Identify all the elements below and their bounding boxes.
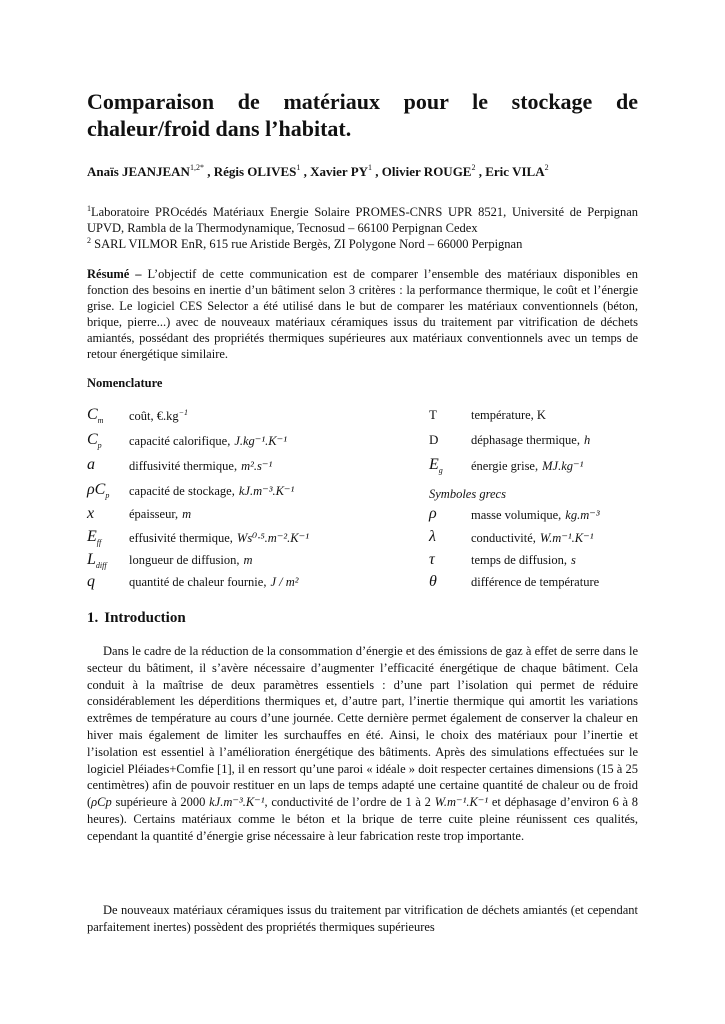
symbol: $\rho C_p$ <box>87 481 110 501</box>
paper-title: Comparaison de matériaux pour le stockage de chaleur/froid dans l’habitat. <box>87 89 638 141</box>
symbol-description: masse volumique, kg.m⁻³ <box>471 508 600 522</box>
symbol: $E_{ff}$ <box>87 528 102 548</box>
symbol: D <box>429 432 439 447</box>
author-name: Xavier PY <box>310 164 369 179</box>
symbol-description: température, K <box>471 408 546 422</box>
section-number: 1. <box>87 610 99 626</box>
symbol-description: temps de diffusion, s <box>471 553 576 567</box>
inline-math: ρCp <box>91 795 112 810</box>
symbol: $C_p$ <box>87 431 102 451</box>
abstract-text: L’objectif de cette communication est de comparer l’ensemble des matériaux disponibles en fonction des besoins en inertie d’un bâtiment selon 3 critères : la performance thermique, le coût et l’énergie grise. Le logiciel CES Selector a été utilisé dans le but de comparer les matériaux conventionnels (béton, brique, pierre...) avec de nouveaux matériaux céramiques issus du traitement par vitrification de déchets amiantés, possédant des propriétés thermiques supérieures aux matériaux conventionnels avec un temps de retour énergétique similaire. <box>87 267 639 361</box>
author-name: Anaïs JEANJEAN <box>87 164 190 179</box>
inline-math: W.m⁻¹.K⁻¹ <box>434 795 489 810</box>
affiliation-number: 1 <box>87 204 91 213</box>
symbol-description: conductivité, W.m⁻¹.K⁻¹ <box>471 531 594 545</box>
section-heading <box>87 610 186 627</box>
symbol-description: coût, $€.kg^{-1}$ <box>129 408 189 424</box>
author-affil-mark: 1,2* <box>189 163 204 172</box>
affiliation-2 <box>87 233 638 253</box>
symbol-description: diffusivité thermique, m².s⁻¹ <box>129 459 273 473</box>
symbol-description: énergie grise, MJ.kg⁻¹ <box>471 459 584 473</box>
author-list: Anaïs $JEANJEAN^{1,2*}$ , Régis OLIVES$^1$ , Xavier $PY^1$ , Olivier ROUGE$^2$ , Eric VILA$^2$ <box>87 163 549 179</box>
symbol: a <box>87 456 95 473</box>
abstract <box>87 266 638 362</box>
author-affil-mark: 2 <box>471 163 476 172</box>
symbol: $E_g$ <box>429 456 443 476</box>
symbol: θ <box>429 573 437 590</box>
greek-symbols-heading: Symboles grecs <box>429 487 506 501</box>
symbol: x <box>87 505 95 522</box>
body-paragraph: Dans le cadre de la réduction de la consommation d’énergie et des émissions de gaz à effet de serre dans le secteur du bâtiment, il s’avère nécessaire d’augmenter l’efficacité énergétique de chaque bâtiment. Cela conduit à la maîtrise de deux paramètres essentiels : d’une part l’isolation qui permet de réduire considérablement les déperditions thermiques et, d’autre part, l’inertie thermique qui amortit les variations extrêmes de température au cours d’une journée. Cette dernière permet également de conserver la chaleur en hiver mais également de limiter les surchauffes en été. Ainsi, le choix des matériaux pour l’inertie et l’isolation est essentiel à l’amélioration énergétique des bâtiments. Après des simulations effectuées sur le logiciel Pléiades+Comfie [1], il en ressort qu’une paroi « idéale » doit respecter certaines dimensions (15 à 25 centimètres) afin de pouvoir restituer en un laps de temps adapté une certaine quantité de chaleur ou de froid (ρCp supérieure à 2000 kJ.m⁻³.K⁻¹, conductivité de l’ordre de 1 à 2 W.m⁻¹.K⁻¹ et déphasage d’environ 6 à 8 heures). Certains matériaux comme le béton et la brique de terre cuite pleine réunissent ces qualités, cependant la quantité d’énergie grise nécessaire à leur fabrication reste trop importante. <box>87 644 638 843</box>
symbol: T <box>429 407 437 422</box>
affiliation-text: SARL VILMOR EnR, 615 rue Aristide Bergès, ZI Polygone Nord – 66000 Perpignan <box>94 237 523 251</box>
symbol-description: capacité calorifique, J.kg⁻¹.K⁻¹ <box>129 434 287 448</box>
symbol-description: déphasage thermique, h <box>471 433 591 447</box>
symbol-description: capacité de stockage, kJ.m⁻³.K⁻¹ <box>129 484 295 498</box>
affiliation-1 <box>87 201 638 236</box>
author-name: Eric VILA <box>485 164 545 179</box>
symbol-description: quantité de chaleur fournie, J / m² <box>129 575 299 589</box>
author-name: Régis OLIVES <box>213 164 297 179</box>
symbol: q <box>87 573 95 590</box>
author-name: Olivier ROUGE <box>381 164 472 179</box>
symbol-description: épaisseur, m <box>129 507 192 521</box>
symbol-description: effusivité thermique, Ws⁰·⁵.m⁻².K⁻¹ <box>129 531 309 545</box>
symbol: λ <box>429 528 436 545</box>
author-affil-mark: 2 <box>544 163 549 172</box>
nomenclature-heading: Nomenclature <box>87 376 163 390</box>
section-title: Introduction <box>104 610 186 626</box>
author-affil-mark: 1 <box>368 163 373 172</box>
symbol: $C_m$ <box>87 406 104 426</box>
symbol-description: longueur de diffusion, m <box>129 553 253 567</box>
body-paragraph: De nouveaux matériaux céramiques issus du traitement par vitrification de déchets amiantés (et cependant parfaitement inertes) possèdent des propriétés thermiques supérieures <box>87 903 638 934</box>
symbol: τ <box>429 551 435 568</box>
symbol-description: différence de température <box>471 575 600 589</box>
author-affil-mark: 1 <box>296 163 301 172</box>
affiliation-number: 2 <box>87 236 91 245</box>
abstract-label: Résumé – <box>87 267 142 281</box>
inline-math: kJ.m⁻³.K⁻¹ <box>209 795 265 810</box>
symbol: ρ <box>429 505 437 522</box>
symbol: $L_{diff}$ <box>87 551 107 571</box>
affiliation-text: Laboratoire PROcédés Matériaux Energie Solaire PROMES-CNRS UPR 8521, Université de Perpignan UPVD, Rambla de la Thermodynamique, Tecnosud – 66100 Perpignan Cedex <box>87 205 638 235</box>
